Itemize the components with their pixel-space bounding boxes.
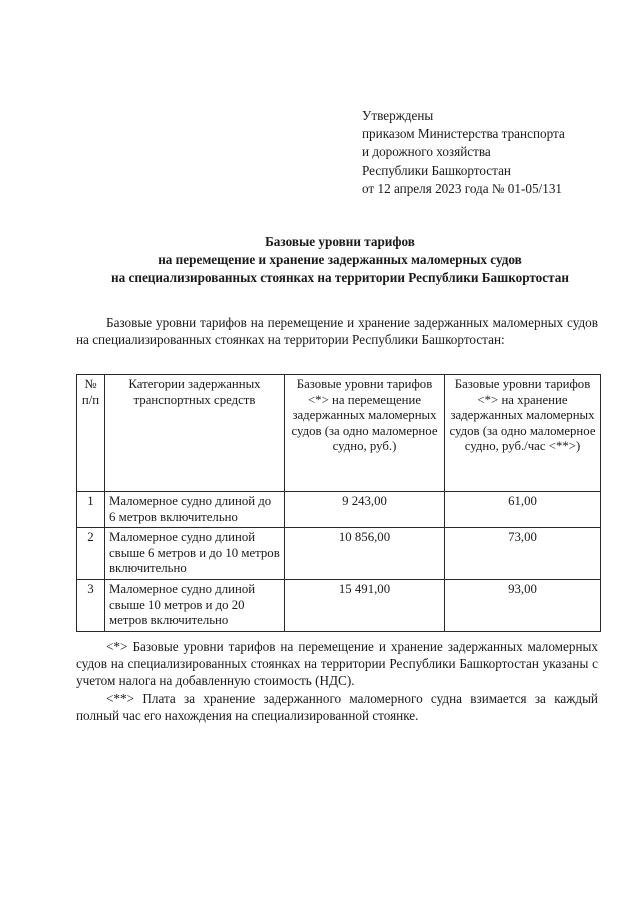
row-move-tariff: 9 243,00 [285,492,445,528]
approval-line: и дорожного хозяйства [362,144,491,160]
tariff-table [76,374,601,632]
row-category: Маломерное судно длиной до 6 метров включительно [105,492,285,528]
footnote-vat: <*> Базовые уровни тарифов на перемещение и хранение задержанных маломерных судов на специализированных стоянках на территории Республики Башкортостан указаны с учетом налога на добавленную стоимость (НДС). [76,639,598,689]
header-category: Категории задержанных транспортных средств [105,375,285,492]
approval-line: приказом Министерства транспорта [362,126,565,142]
title-line: Базовые уровни тарифов [265,234,415,249]
row-category: Маломерное судно длиной свыше 6 метров и до 10 метров включительно [105,528,285,580]
approval-line: Утверждены [362,108,434,123]
title-line: на перемещение и хранение задержанных маломерных судов [158,252,522,267]
row-move-tariff: 15 491,00 [285,579,445,631]
header-num: № п/п [77,375,105,492]
document-title [60,233,620,287]
title-line: на специализированных стоянках на территории Республики Башкортостан [111,270,569,285]
row-move-tariff: 10 856,00 [285,528,445,580]
table-header-row [77,375,601,492]
table-row [77,528,601,580]
approval-line: от 12 апреля 2023 года № 01-05/131 [362,180,563,196]
footnote-hourly: <**> Плата за хранение задержанного маломерного судна взимается за каждый полный час его нахождения на специализированной стоянке. [76,690,598,723]
header-store-tariff: Базовые уровни тарифов <*> на хранение задержанных маломерных судов (за одно маломерное судно, руб./час <**>) [445,375,601,492]
row-category: Маломерное судно длиной свыше 10 метров и до 20 метров включительно [105,579,285,631]
intro-paragraph: Базовые уровни тарифов на перемещение и хранение задержанных маломерных судов на специализированных стоянках на территории Республики Башкортостан: [76,315,598,348]
footnotes [76,638,598,724]
row-num: 2 [77,528,105,580]
row-store-tariff: 73,00 [445,528,601,580]
row-num: 3 [77,579,105,631]
approval-block [362,107,565,198]
row-store-tariff: 93,00 [445,579,601,631]
table-row [77,579,601,631]
approval-line: Республики Башкортостан [362,162,511,178]
row-store-tariff: 61,00 [445,492,601,528]
row-num: 1 [77,492,105,528]
table-row [77,492,601,528]
header-move-tariff: Базовые уровни тарифов <*> на перемещение задержанных маломерных судов (за одно маломерное судно, руб.) [285,375,445,492]
